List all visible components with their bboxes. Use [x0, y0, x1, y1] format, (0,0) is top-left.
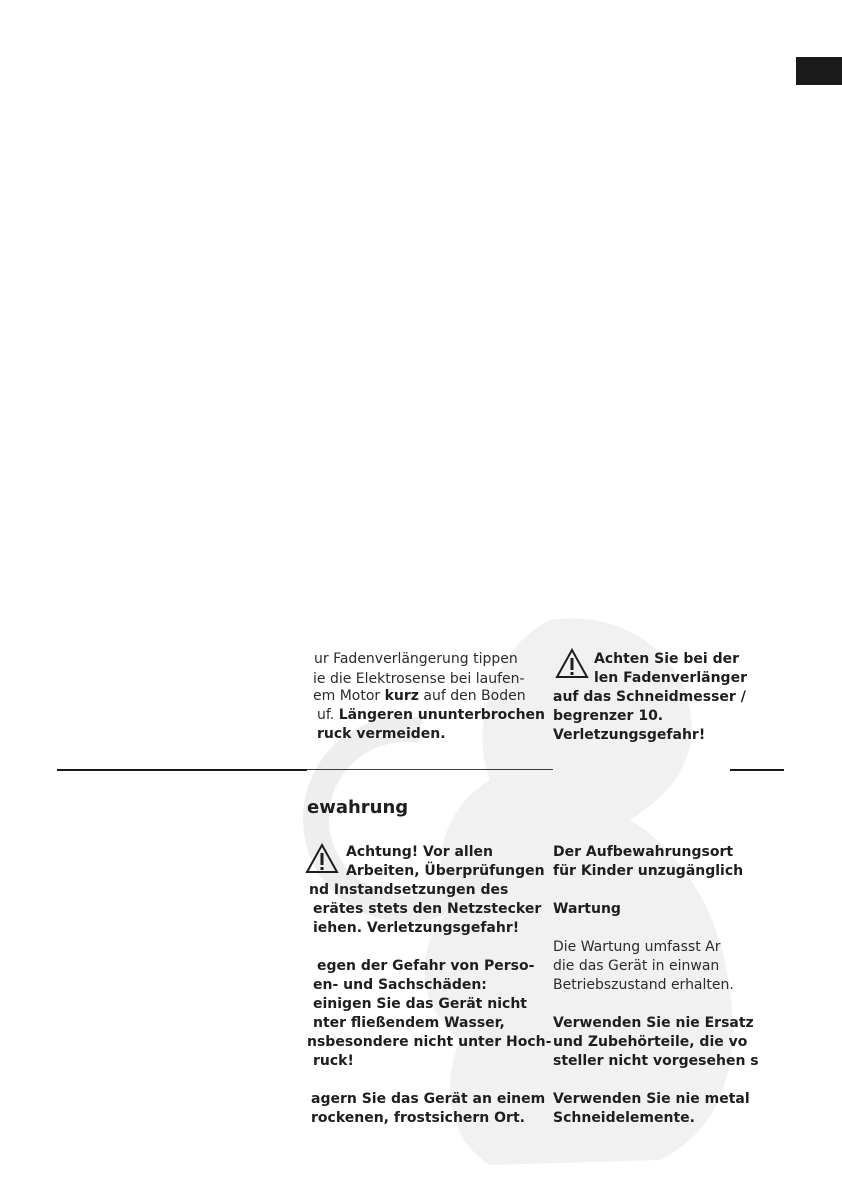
section-heading: ewahrung	[307, 797, 409, 818]
text-line: für Kinder unzugänglich	[553, 863, 744, 879]
text-line: ur Fadenverlängerung tippen	[314, 651, 518, 667]
text-line	[313, 688, 526, 704]
text-line: ie die Elektrosense bei laufen-	[313, 671, 525, 687]
text-line: und Zubehörteile, die vo	[553, 1034, 748, 1050]
section-divider	[730, 769, 784, 771]
text-line: Der Aufbewahrungsort	[553, 844, 734, 860]
text-line: ruck!	[313, 1053, 354, 1069]
emphasis-text: Längeren ununterbrochen	[338, 707, 546, 723]
text-line: rockenen, frostsichern Ort.	[311, 1110, 525, 1126]
text-line: Betriebszustand erhalten.	[553, 977, 734, 993]
text-fragment: em Motor	[313, 688, 385, 704]
text-line: auf das Schneidmesser /	[553, 689, 746, 705]
text-line: die das Gerät in einwan	[553, 958, 720, 974]
text-line: Arbeiten, Überprüfungen	[346, 863, 545, 879]
text-line: Verwenden Sie nie metal	[553, 1091, 750, 1107]
text-line: en- und Sachschäden:	[313, 977, 487, 993]
text-line: agern Sie das Gerät an einem	[311, 1091, 546, 1107]
text-fragment: auf den Boden	[418, 688, 526, 704]
warning-triangle-icon	[305, 843, 339, 875]
text-line: Verletzungsgefahr!	[553, 727, 706, 743]
section-divider	[307, 769, 553, 770]
text-line: nd Instandsetzungen des	[309, 882, 509, 898]
text-line: begrenzer 10.	[553, 708, 664, 724]
text-line: iehen. Verletzungsgefahr!	[313, 920, 520, 936]
subheading: Wartung	[553, 901, 621, 917]
text-line: nsbesondere nicht unter Hoch-	[307, 1034, 552, 1050]
emphasis-text: kurz	[384, 688, 419, 704]
text-line: egen der Gefahr von Perso-	[317, 958, 535, 974]
section-divider	[57, 769, 307, 771]
text-line: Verwenden Sie nie Ersatz	[553, 1015, 754, 1031]
warning-triangle-icon	[555, 648, 589, 680]
text-line: steller nicht vorgesehen s	[553, 1053, 759, 1069]
text-line: einigen Sie das Gerät nicht	[313, 996, 527, 1012]
text-line: Schneidelemente.	[553, 1110, 695, 1126]
text-line: Achten Sie bei der	[594, 651, 739, 667]
text-line: ruck vermeiden.	[317, 726, 446, 742]
text-line: len Fadenverlänger	[594, 670, 747, 686]
text-fragment: uf.	[317, 707, 339, 723]
text-line: erätes stets den Netzstecker	[313, 901, 542, 917]
text-line	[317, 707, 545, 723]
text-line: nter fließendem Wasser,	[313, 1015, 505, 1031]
language-tab-marker	[796, 57, 842, 85]
text-line: Achtung! Vor allen	[346, 844, 493, 860]
text-line: Die Wartung umfasst Ar	[553, 939, 721, 955]
